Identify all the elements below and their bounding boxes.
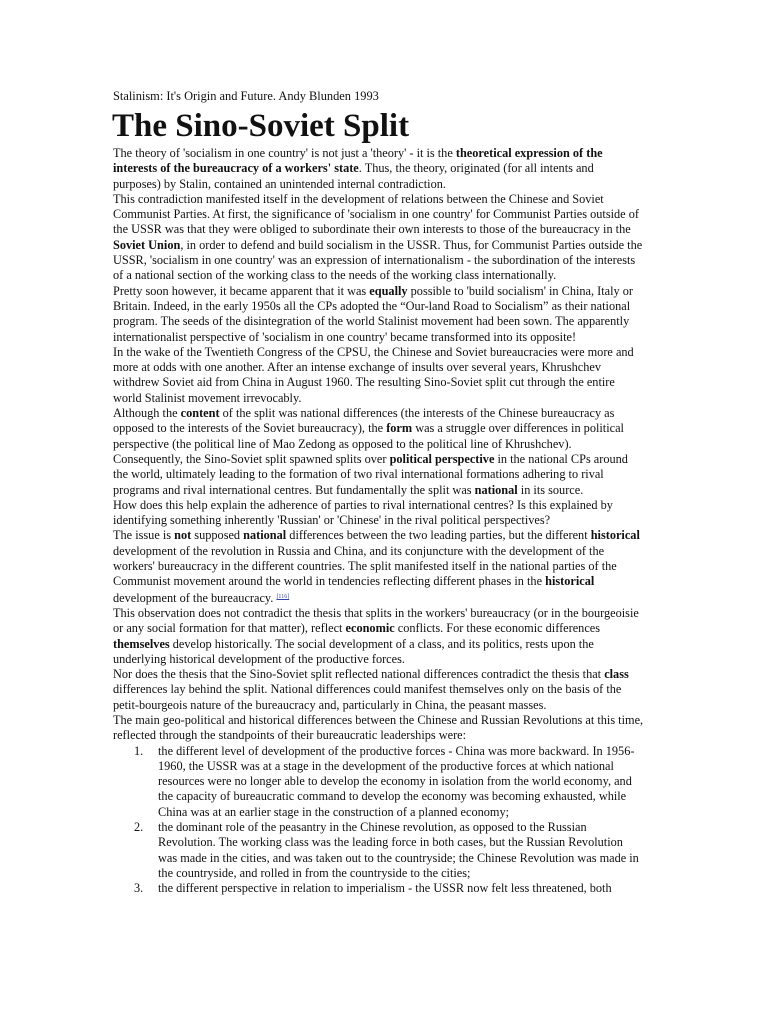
text-run: Nor does the thesis that the Sino-Soviet split reflected national differences contradict the thesis that	[113, 667, 605, 682]
text-run: development of the revolution in Russia and China, and its conjuncture with the development of the	[113, 543, 605, 558]
bold-emphasis: equally	[369, 283, 408, 298]
text-run: Pretty soon however, it became apparent that it was	[113, 283, 370, 298]
text-line	[113, 314, 661, 329]
text-run: The theory of 'socialism in one country' is not just a 'theory' - it is the	[113, 146, 456, 160]
text-line	[113, 667, 661, 682]
source-line: Stalinism: It's Origin and Future. Andy Blunden 1993	[113, 89, 379, 103]
text-run: This observation does not contradict the thesis that splits in the workers' bureaucracy (or in the bourgeoisie	[113, 605, 639, 620]
text-run: the dominant role of the peasantry in the Chinese revolution, as opposed to the Russian	[158, 820, 587, 835]
text-run: identifying something inherently 'Russian' or 'Chinese' in the rival political perspectives?	[113, 513, 551, 528]
text-run: was made in the cities, and was taken out to the countryside; the Chinese Revolution was made in	[158, 850, 639, 865]
text-run: differences between the two leading parties, but the different	[286, 528, 591, 543]
text-line	[158, 789, 661, 804]
text-line	[113, 330, 661, 345]
text-run: perspective (the political line of Mao Zedong as opposed to the political line of Khrushchev).	[113, 436, 572, 451]
text-run: In the wake of the Twentieth Congress of the CPSU, the Chinese and Soviet bureaucracies were more and	[113, 344, 634, 359]
text-run: 1960, the USSR was at a stage in the development of the productive forces at which national	[158, 758, 614, 773]
text-line	[113, 253, 661, 268]
text-line	[113, 421, 661, 436]
text-run: of the split was national differences (the interests of the Chinese bureaucracy as	[219, 406, 615, 421]
text-line	[113, 544, 661, 559]
list-item	[113, 820, 661, 881]
text-run: possible to 'build socialism' in China, Italy or	[407, 283, 633, 298]
list-number: 2.	[134, 820, 144, 835]
paragraph	[113, 345, 661, 406]
text-run: petit-bourgeois nature of the bureaucracy and, particularly in China, the peasant masses.	[113, 697, 547, 712]
paragraph	[113, 713, 661, 744]
text-line	[158, 744, 661, 759]
bold-emphasis: theoretical expression of the	[455, 146, 603, 160]
bold-emphasis: content	[180, 406, 220, 421]
text-line	[113, 498, 661, 513]
text-line	[113, 590, 661, 606]
text-line	[158, 820, 661, 835]
text-run: withdrew Soviet aid from China in August 1960. The resulting Sino-Soviet split cut through the entire	[113, 375, 615, 390]
paragraph	[113, 528, 661, 605]
text-run: opposed to the interests of the Soviet bureaucracy), the	[113, 421, 387, 436]
text-run: internationalist perspective of 'socialism in one country' became transformed into its opposite!	[113, 329, 577, 344]
text-line	[113, 268, 661, 283]
list-number: 1.	[134, 743, 144, 758]
text-run: How does this help explain the adherence of parties to rival international centres? Is this explained by	[113, 497, 613, 512]
text-run: Communist Parties. At first, the significance of 'socialism in one country' for Communist Parties outside of	[113, 207, 639, 222]
paragraph	[113, 284, 661, 345]
bold-emphasis: economic	[345, 621, 395, 636]
text-run: resources were no longer able to develop the economy in isolation from the world economy, and	[158, 774, 632, 789]
paragraph	[113, 146, 661, 192]
text-run: differences lay behind the split. National differences could manifest themselves only on the basis of the	[113, 682, 622, 697]
text-line	[113, 483, 661, 498]
text-run: in its source.	[517, 482, 584, 497]
text-run: the different perspective in relation to imperialism - the USSR now felt less threatened, both	[158, 881, 612, 896]
text-line	[158, 774, 661, 789]
text-line	[113, 360, 661, 375]
text-run: This contradiction manifested itself in the development of relations between the Chinese and Soviet	[113, 191, 604, 206]
bold-emphasis: interests of the bureaucracy of a workers' state	[113, 161, 359, 176]
text-line	[113, 574, 661, 589]
bold-emphasis: historical	[545, 574, 595, 589]
paragraph-list	[113, 146, 661, 744]
text-line	[113, 698, 661, 713]
text-line	[113, 284, 661, 299]
text-line	[113, 192, 661, 207]
paragraph	[113, 406, 661, 452]
list-number: 3.	[134, 881, 144, 896]
paragraph	[113, 452, 661, 498]
text-run: purposes) by Stalin, contained an unintended internal contradiction.	[113, 176, 446, 191]
paragraph	[113, 667, 661, 713]
text-line	[113, 528, 661, 543]
text-run: the countryside, and rolled in from the countryside to the cities;	[158, 865, 471, 880]
text-line	[113, 621, 661, 636]
text-run: USSR, 'socialism in one country' was an expression of internationalism - the subordination of the interests	[113, 253, 636, 268]
text-line	[113, 713, 661, 728]
bold-emphasis: themselves	[113, 636, 170, 651]
text-line	[113, 559, 661, 574]
bold-emphasis: political perspective	[389, 451, 495, 466]
text-run: Communist movement around the world in tendencies reflecting different phases in the	[113, 574, 546, 589]
text-run: The main geo-political and historical differences between the Chinese and Russian Revolutions at this time,	[113, 712, 644, 727]
text-run: conflicts. For these economic differences	[394, 621, 601, 636]
paragraph	[113, 498, 661, 529]
text-run: supposed	[191, 528, 244, 543]
text-run: China was at an earlier stage in the construction of a planned economy;	[158, 804, 510, 819]
text-line	[113, 391, 661, 406]
bold-emphasis: national	[243, 528, 287, 543]
text-run: , in order to defend and build socialism in the USSR. Thus, for Communist Parties outside the	[180, 237, 643, 252]
text-run: Britain. Indeed, in the early 1950s all the CPs adopted the “Our-land Road to Socialism” as their national	[113, 298, 631, 313]
list-item	[113, 744, 661, 820]
text-run: Although the	[113, 406, 181, 421]
text-run: The issue is	[113, 528, 175, 543]
text-run: more at odds with one another. After an intense exchange of insults over several years, Khrushchev	[113, 360, 601, 375]
bold-emphasis: class	[604, 667, 629, 682]
text-line	[113, 406, 661, 421]
text-line	[158, 851, 661, 866]
text-line	[113, 207, 661, 222]
text-run: program. The seeds of the disintegration of the world Stalinist movement had been sown. The apparently	[113, 314, 630, 329]
text-line	[113, 606, 661, 621]
footnote-link[interactable]: [116]	[276, 593, 290, 600]
page-title: The Sino-Soviet Split	[112, 108, 410, 144]
text-run: workers' bureaucracy in the different countries. The split manifested itself in the national parties of the	[113, 559, 617, 574]
text-run: development of the bureaucracy.	[113, 590, 277, 605]
text-run: world Stalinist movement irrevocably.	[113, 390, 302, 405]
text-line	[113, 146, 661, 161]
text-run: reflected through the standpoints of their bureaucratic leaderships were:	[113, 728, 467, 743]
text-run: Revolution. The working class was the leading force in both cases, but the Russian Revolution	[158, 835, 623, 850]
text-run: of a national section of the working class to the needs of the working class internationally.	[113, 268, 557, 283]
text-run: in the national CPs around	[494, 451, 628, 466]
text-line	[113, 161, 661, 176]
text-line	[113, 437, 661, 452]
text-run: develop historically. The social development of a class, and its politics, rests upon the	[169, 636, 594, 651]
text-line	[113, 177, 661, 192]
text-line	[113, 467, 661, 482]
paragraph	[113, 606, 661, 667]
text-run: underlying historical development of the productive forces.	[113, 651, 405, 666]
text-run: the different level of development of the productive forces - China was more backward. In 1956-	[158, 743, 635, 758]
text-run: the USSR was that they were obliged to subordinate their own interests to those of the bureaucracy in the	[113, 222, 631, 237]
text-line	[113, 375, 661, 390]
text-line	[113, 222, 661, 237]
bold-emphasis: national	[474, 482, 518, 497]
numbered-list	[113, 744, 661, 897]
paragraph	[113, 192, 661, 284]
text-line	[158, 835, 661, 850]
text-line	[113, 452, 661, 467]
article-body	[113, 146, 661, 897]
text-line	[113, 299, 661, 314]
text-line	[113, 513, 661, 528]
text-run: or any social formation for that matter), reflect	[113, 621, 346, 636]
text-line	[158, 881, 661, 896]
text-line	[113, 345, 661, 360]
bold-emphasis: historical	[590, 528, 640, 543]
bold-emphasis: Soviet Union	[113, 237, 181, 252]
text-run: was a struggle over differences in political	[412, 421, 624, 436]
text-run: programs and rival international centres. But fundamentally the split was	[113, 482, 475, 497]
bold-emphasis: form	[386, 421, 413, 436]
text-run: Consequently, the Sino-Soviet split spawned splits over	[113, 451, 390, 466]
text-line	[158, 759, 661, 774]
text-run: . Thus, the theory, originated (for all intents and	[358, 161, 594, 176]
text-run: the capacity of bureaucratic command to develop the economy was becoming exhausted, while	[158, 789, 627, 804]
text-line	[113, 637, 661, 652]
list-item	[113, 881, 661, 896]
text-line	[158, 866, 661, 881]
bold-emphasis: not	[174, 528, 192, 543]
text-run: the world, ultimately leading to the formation of two rival international formations adhering to rival	[113, 467, 604, 482]
text-line	[113, 728, 661, 743]
text-line	[158, 805, 661, 820]
text-line	[113, 238, 661, 253]
text-line	[113, 682, 661, 697]
text-line	[113, 652, 661, 667]
